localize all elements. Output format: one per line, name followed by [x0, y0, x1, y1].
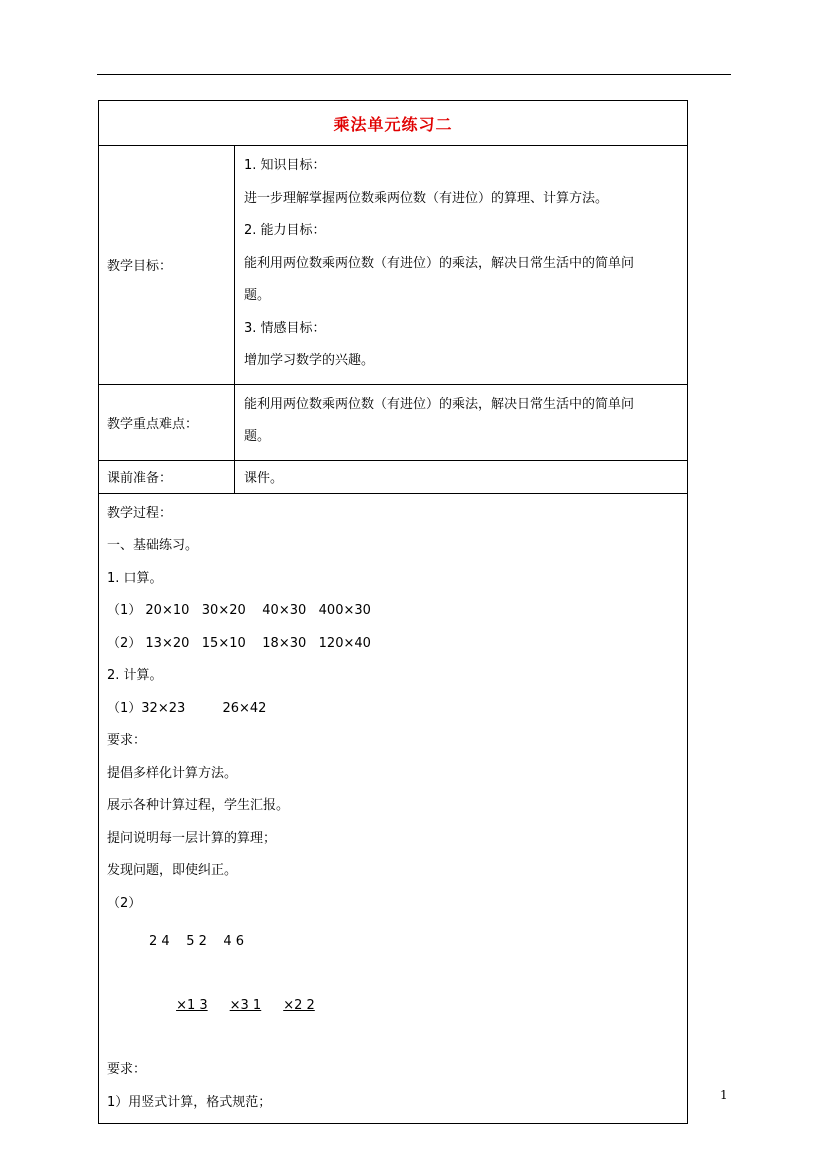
requirement-line: 发现问题，即使纠正。 [107, 863, 238, 878]
vertical-multipliers [107, 976, 681, 1036]
requirement-label: 要求： [107, 733, 147, 748]
objectives-label: 教学目标： [99, 146, 235, 385]
requirement-line: 提问说明每一层计算的算理； [107, 830, 277, 846]
objective-line: 增加学习数学的兴趣。 [244, 353, 375, 368]
preparation-label: 课前准备： [99, 460, 235, 493]
multiplier: ×3 1 [229, 998, 262, 1013]
requirement-line: 1）用竖式计算，格式规范； [107, 1094, 272, 1110]
lesson-plan-table [98, 100, 688, 1124]
requirement-line: 提倡多样化计算方法。 [107, 765, 238, 781]
requirement-label: 要求： [107, 1062, 147, 1077]
item-heading: 2. 计算。 [107, 668, 163, 683]
section-heading: 一、基础练习。 [107, 538, 199, 553]
objective-line: 3. 情感目标： [244, 320, 326, 336]
key-points-line: 能利用两位数乘两位数（有进位）的乘法，解决日常生活中的简单问 [244, 396, 635, 412]
objective-line: 2. 能力目标： [244, 223, 326, 238]
oral-row-2: （2） 13×20 15×10 18×30 120×40 [107, 635, 371, 651]
calc-row-1: （1）32×23 26×42 [107, 700, 267, 716]
process-cell [99, 493, 688, 1124]
item-heading: 1. 口算。 [107, 570, 163, 586]
key-points-label: 教学重点难点： [99, 384, 235, 460]
vertical-multiplicands: 2 4 5 2 4 6 [149, 934, 245, 949]
title-cell [99, 101, 688, 146]
page-title: 乘法单元练习二 [333, 114, 453, 134]
requirement-line: 展示各种计算过程，学生汇报。 [107, 798, 290, 813]
page-number: 1 [720, 1088, 728, 1102]
oral-row-1: （1） 20×10 30×20 40×30 400×30 [107, 603, 371, 618]
preparation-value: 课件。 [235, 460, 688, 493]
multiplier: ×1 3 [176, 998, 208, 1013]
key-points-line: 题。 [244, 429, 271, 444]
objective-line: 1. 知识目标： [244, 158, 326, 173]
objective-line: 能利用两位数乘两位数（有进位）的乘法，解决日常生活中的简单问 [244, 255, 635, 271]
key-points-content [235, 384, 688, 460]
calc-2-label: （2） [107, 895, 142, 911]
process-heading: 教学过程： [107, 505, 173, 521]
header-rule [97, 74, 731, 75]
objective-line: 进一步理解掌握两位数乘两位数（有进位）的算理、计算方法。 [244, 190, 609, 206]
objective-line: 题。 [244, 288, 271, 303]
objectives-content [235, 146, 688, 385]
multiplier: ×2 2 [283, 998, 315, 1013]
